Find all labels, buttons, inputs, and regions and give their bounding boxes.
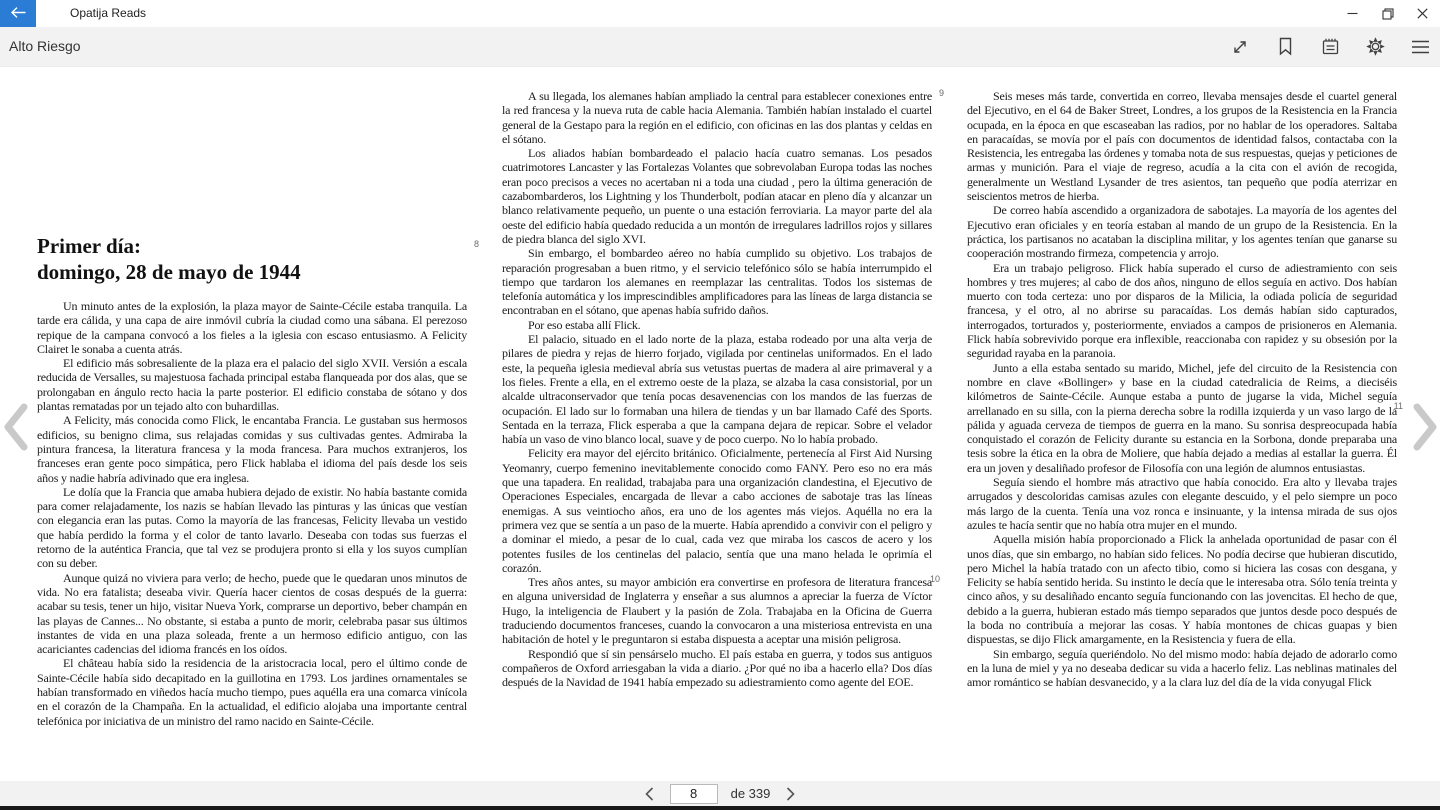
paragraph: Le dolía que la Francia que amaba hubiera dejado de existir. No había bastante comida para comer relajadamente, los nazis se habían llevado las pinturas y las únicas que vestían con elegancia eran las putas. Como la mayoría de las francesas, Felicity llevaba un vestido que había perdido la forma y el color de tanto lavarlo. Deseaba con todas sus fuerzas el retorno de la auténtica Francia, que tal vez se produjera pronto si ella y los suyos cumplían con su deber. bbox=[37, 484, 467, 571]
next-page-button[interactable] bbox=[783, 786, 797, 802]
titlebar bbox=[0, 0, 1440, 27]
paragraph: Respondió que sí sin pensárselo mucho. El país estaba en guerra, y todos sus antiguos compañeros de Oxford arriesgaban la vida a diario. ¿Por qué no iba a hacerlo ella? Dos días después de la Navidad de 1941 había empezado su adiestramiento como agente del EOE. bbox=[502, 646, 932, 690]
paragraph: Aunque quizá no viviera para verlo; de hecho, puede que le quedaran unos minutos de vida. No era fatalista; deseaba vivir. Quería hacer cientos de cosas después de la guerra: acabar su tesis, tener un hijo, visitar Nueva York, comprarse un deportivo, beber champán en las playas de Cannes... No obstante, si estaba a punto de morir, celebraba pasar sus últimos instantes de vida en una plaza soleada, frente a un hermoso edificio antiguo, con las acariciantes cadencias del idioma francés en los oídos. bbox=[37, 570, 467, 657]
previous-page-chevron[interactable] bbox=[3, 403, 29, 451]
back-button[interactable] bbox=[0, 0, 36, 27]
text-column-1 bbox=[37, 67, 479, 728]
paragraph: El edificio más sobresaliente de la plaza era el palacio del siglo XVII. Versión a escala reducida de Versalles, su majestuosa fachada principal estaba flanqueada por dos alas, que se prolongaban en ángulo recto hacia la parte posterior. El edificio constaba de sótano y dos plantas rematadas por un tejado alto con buhardillas. bbox=[37, 356, 467, 414]
menu-icon[interactable] bbox=[1410, 37, 1430, 57]
page-marker-9: 9 bbox=[938, 88, 944, 98]
chapter-heading-line2: domingo, 28 de mayo de 1944 bbox=[37, 260, 301, 284]
chevron-left-icon bbox=[3, 439, 29, 454]
paragraph: Seis meses más tarde, convertida en correo, llevaba mensajes desde el cuartel general del Ejecutivo, en el 64 de Baker Street, Londres, a los grupos de la Resistencia en la Francia ocupada, en la época en que escaseaban las radios, por no hablar de los operadores. Saltaba en paracaídas, se movía por el país con documentos de identidad falsos, contactaba con la Resistencia, les entregaba las órdenes y tomaba nota de sus respuestas, quejas y peticiones de armas y munición. Para el viaje de regreso, acudía a la cita con el avión de recogida, generalmente un Westland Lysander de tres asientos, tan pequeño que podía aterrizar en seiscientos metros de hierba. bbox=[967, 89, 1397, 204]
back-arrow-icon bbox=[11, 6, 26, 21]
paragraph: Era un trabajo peligroso. Flick había superado el curso de adiestramiento con seis hombres y tres mujeres; al cabo de dos años, ninguno de ellos seguía en activo. Dos habían muerto con toda certeza: uno por disparos de la Milicia, la odiada policía de seguridad francesa, y el otro, al no abrirse su paracaídas. Los demás habían sido capturados, interrogados, torturados y, posteriormente, enviados a campos de prisioneros en Alemania. Flick había sobrevivido porque era inflexible, reaccionaba con rapidez y su obsesión por la seguridad rayaba en la paranoia. bbox=[967, 260, 1397, 361]
page-marker-10: 10 bbox=[929, 574, 940, 584]
window-controls bbox=[1335, 0, 1440, 27]
paragraph: Sin embargo, seguía queriéndolo. No del mismo modo: había dejado de adorarlo como en la luna de miel y ya no deseaba dedicar su vida a hacerlo feliz. Las neblinas matinales del amor romántico se habían desvanecido, y a la clara luz del día de la vida conyugal Flick bbox=[967, 646, 1397, 690]
text-column-3 bbox=[967, 67, 1403, 728]
chapter-heading bbox=[37, 233, 467, 285]
paragraph: El palacio, situado en el lado norte de la plaza, estaba rodeado por una alta verja de pilares de piedra y rejas de hierro forjado, vigilada por centinelas uniformados. En el lado este, la pequeña iglesia medieval abría sus vetustas puertas de madera al aire primaveral y a los fieles. Frente a ella, en el extremo oeste de la plaza, se alzaba la casa consistorial, por un alcalde ultraconservador que tenía pocas desavenencias con los mandos de las fuerzas de ocupación. El lado sur lo formaban una hilera de tiendas y un bar llamado Café des Sports. Sentada en la terraza, Flick esperaba a que la campana dejara de repicar. Sobre el velador había un vaso de vino blanco local, suave y de poco cuerpo. No lo había probado. bbox=[502, 332, 932, 447]
previous-page-button[interactable] bbox=[643, 786, 657, 802]
restore-button[interactable] bbox=[1370, 0, 1405, 27]
paragraph: Tres años antes, su mayor ambición era convertirse en profesora de literatura francesa en alguna universidad de Inglaterra y enseñar a sus alumnos a apreciar la fuerza de Víctor Hugo, la inteligencia de Flaubert y la pasión de Zola. Trabajaba en la Oficina de Guerra traduciendo documentos franceses, cuando la convocaron a una misteriosa entrevista en una habitación de hotel y le preguntaron si estaba dispuesta a aceptar una misión peligrosa. bbox=[502, 575, 932, 647]
paragraph: Por eso estaba allí Flick. bbox=[528, 317, 641, 332]
page-navigation-bar bbox=[0, 781, 1440, 806]
book-title: Alto Riesgo bbox=[9, 38, 81, 54]
paragraph: Felicity era mayor del ejército británico. Oficialmente, pertenecía al First Aid Nursing Yeomanry, cuerpo femenino inevitablemente conocido como FANY. Pero eso no era más que una tapadera. En realidad, trabajaba para una organización clandestina, el Ejecutivo de Operaciones Especiales, encargada de llevar a cabo acciones de sabotaje tras las líneas enemigas. A sus veintiocho años, era uno de los agentes más viejos. Aquélla no era la primera vez que se sentía a un paso de la muerte. Había aprendido a convivir con el peligro y a dominar el miedo, a pesar de lo cual, cada vez que miraba los cascos de acero y los potentes fusiles de los centinelas del palacio, sentía que una mano helada le oprimía el corazón. bbox=[502, 446, 932, 575]
paragraph: A Felicity, más conocida como Flick, le encantaba Francia. Le gustaban sus hermosos edificios, su benigno clima, sus relajadas comidas y sus cultivadas gentes. Admiraba la pintura francesa, la literatura francesa y la moda francesa. Para muchos extranjeros, los franceses eran gente poco simpática, pero Flick hablaba el idioma del país desde los seis años y nadie habría adivinado que era inglesa. bbox=[37, 413, 467, 485]
paragraph: Un minuto antes de la explosión, la plaza mayor de Sainte-Cécile estaba tranquila. La tarde era cálida, y una capa de aire inmóvil cubría la ciudad como una sábana. El perezoso repique de la campana convocó a los fieles a la iglesia con escaso entusiasmo. A Felicity Clairet le sonaba a cuenta atrás. bbox=[37, 299, 467, 356]
app-title: Opatija Reads bbox=[70, 6, 147, 20]
paragraph: Los aliados habían bombardeado el palacio hacía cuatro semanas. Los pesados cuatrimotores Lancaster y las Fortalezas Volantes que sobrevolaban Europa todas las noches eran poco precisos a veces no acertaban ni a toda una ciudad , pero la última generación de cazabombarderos, los Lightning y los Thunderbolt, podían atacar en pleno día y alcanzar un blanco relativamente pequeño, un puente o una estación ferroviaria. La mayor parte del ala oeste del edificio había quedado reducida a un montón de irregulares ladrillos rojos y sillares de piedra blanca del siglo XVI. bbox=[502, 146, 932, 246]
paragraph: Sin embargo, el bombardeo aéreo no había cumplido su objetivo. Los trabajos de reparación progresaban a buen ritmo, y el servicio telefónico sólo se había interrumpido el tiempo que tardaron los alemanes en reemplazar las centralitas. Todos los sistemas de telefonía automática y los imprescindibles amplificadores para las líneas de larga distancia se encontraban en el sótano, que apenas había sufrido daños. bbox=[502, 246, 932, 318]
chapter-heading-line1: Primer día: bbox=[37, 234, 141, 258]
page-number-input[interactable] bbox=[670, 784, 718, 804]
bookmark-icon[interactable] bbox=[1275, 37, 1295, 57]
window-bottom-edge bbox=[0, 806, 1440, 810]
fullscreen-icon[interactable] bbox=[1230, 37, 1250, 57]
paragraph: De correo había ascendido a organizadora de sabotajes. La mayoría de los agentes del Ejecutivo eran oficiales y en teoría estaban al mando de un grupo de la Resistencia. En la práctica, los partisanos no acataban la disciplina militar, y los agentes tenían que ganarse su cooperación mostrando firmeza, competencia y arrojo. bbox=[967, 203, 1397, 261]
toolbar-icons bbox=[1230, 27, 1430, 66]
minimize-button[interactable] bbox=[1335, 0, 1370, 27]
settings-icon[interactable] bbox=[1365, 37, 1385, 57]
notes-icon[interactable] bbox=[1320, 37, 1340, 57]
paragraph: El château había sido la residencia de la aristocracia local, pero el último conde de Sainte-Cécile había sido decapitado en la guillotina en 1793. Los jardines ornamentales se habían transformado en viñedos hacía mucho tiempo, pues aquélla era una comarca vinícola en el corazón de la Champaña. En la actualidad, el edificio alojaba una importante central telefónica por iniciativa de un ministro del ramo nacido en Sainte-Cécile. bbox=[37, 656, 467, 728]
paragraph: Seguía siendo el hombre más atractivo que había conocido. Era alto y llevaba trajes arrugados y descoloridas camisas azules con elegante descuido, y el pelo siempre un poco más largo de la cuenta. Tenía una voz ronca e insinuante, y la intensa mirada de sus ojos azules te hacía sentir que no había otra mujer en el mundo. bbox=[967, 475, 1397, 532]
text-column-2 bbox=[502, 67, 944, 728]
paragraph: Junto a ella estaba sentado su marido, Michel, jefe del circuito de la Resistencia con nombre en clave «Bollinger» y base en la ciudad catedralicia de Reims, a dieciséis kilómetros de Sainte-Cécile. Aunque estaba a punto de jugarse la vida, Michel seguía arrellanado en su silla, con la pierna derecha sobre la rodilla izquierda y un vaso largo de la pálida y aguada cerveza de tiempos de guerra en la mano. Su sonrisa despreocupada había conquistado el corazón de Felicity durante su estancia en la Sorbona, donde preparaba una tesis sobre la ética en la obra de Moliere, que había dejado a medias al estallar la guerra. Él era un joven y desaliñado profesor de Filosofía con una legión de alumnos entusiastas. bbox=[967, 360, 1397, 475]
page-total-label: de 339 bbox=[730, 786, 771, 801]
reading-pane bbox=[0, 67, 1440, 781]
page-marker-11: 11 bbox=[1393, 401, 1403, 411]
paragraph: Aquella misión había proporcionado a Flick la anhelada oportunidad de pasar con él unos días, que sin embargo, no habían sido felices. No podía decirse que hubieran discutido, pero Michel la había tratado con un afecto tibio, como si hiciera las cosas con desgana, y Felicity se había sentido herida. Su instinto le decía que le interesaba otra. Sólo tenía treinta y cinco años, y su desaliñado encanto seguía funcionando con las jovencitas. El hecho de que, debido a la guerra, hubieran estado más tiempo separados que juntos desde poco después de la boda no contribuía a mejorar las cosas. Y había montones de chicas guapas y bien dispuestas, se dijo Flick amargamente, en la Resistencia y fuera de ella. bbox=[967, 532, 1397, 647]
reader-toolbar bbox=[0, 27, 1440, 67]
paragraph: A su llegada, los alemanes habían ampliado la central para establecer conexiones entre la red francesa y la nueva ruta de cable hacia Alemania. También habían instalado el cuartel general de la Gestapo para la región en el edificio, con oficinas en las dos plantas y celdas en el sótano. bbox=[502, 89, 932, 146]
page-marker-8: 8 bbox=[473, 239, 479, 249]
chevron-right-icon bbox=[1412, 439, 1438, 454]
next-page-chevron[interactable] bbox=[1412, 403, 1438, 451]
close-button[interactable] bbox=[1405, 0, 1440, 27]
